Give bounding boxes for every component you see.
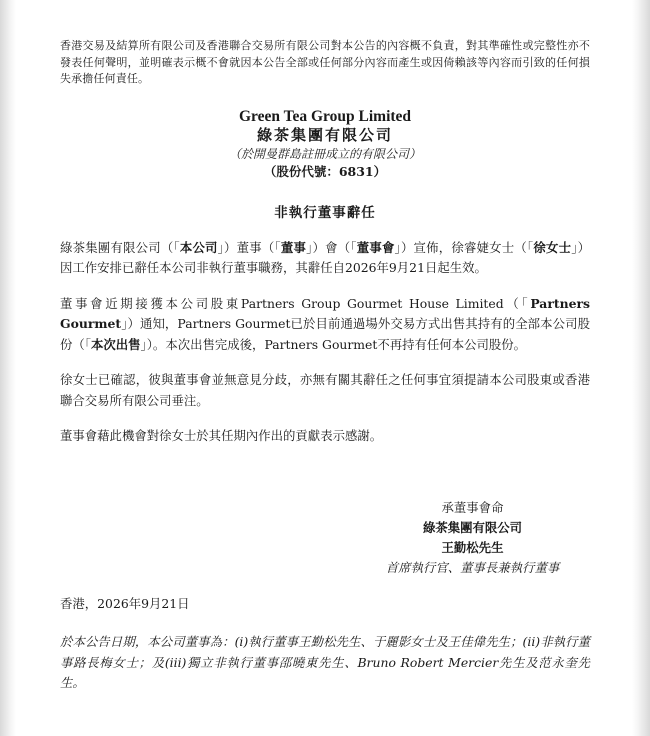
paragraph-shareholder-disposal <box>60 294 590 356</box>
p1-bold-1: 本公司 <box>179 239 218 255</box>
incorporation-note: （於開曼群島註冊成立的有限公司） <box>228 146 421 161</box>
p1-bold-3: 董事會 <box>356 239 395 255</box>
signatory-role: 首席執行官、董事長兼執行董事 <box>385 560 560 575</box>
signature-block <box>355 498 590 578</box>
p1-text-3: 」）會（「 <box>306 239 357 255</box>
p1-bold-2: 董事 <box>280 239 307 255</box>
paragraph-confirmation: 徐女士已確認，彼與董事會並無意見分歧，亦無有關其辭任之任何事宜須提請本公司股東或香港聯合交易所有限公司垂注。 <box>60 372 590 408</box>
p1-text-5: 」）因工作安排已辭任本公司非執行董事職務，其辭任自2026年9月21日起生效。 <box>60 239 590 275</box>
p2-text-3: 」）。本次出售完成後，Partners Gourmet不再持有任何本公司股份。 <box>140 336 527 352</box>
p1-text-4: 」）宣佈，徐睿婕女士（「 <box>394 239 534 255</box>
announcement-page <box>60 38 590 690</box>
company-name-chinese: 綠茶集團有限公司 <box>256 125 393 144</box>
page-edge-right <box>632 0 650 736</box>
company-name-english: Green Tea Group Limited <box>238 107 412 125</box>
company-header <box>60 107 590 181</box>
dateline: 香港，2026年9月21日 <box>60 596 190 611</box>
p1-text-1: 綠茶集團有限公司（「 <box>60 239 180 255</box>
page-edge-left <box>0 0 16 736</box>
stock-code: （股份代號：6831） <box>263 163 387 179</box>
signatory-name: 王勤松先生 <box>441 540 504 555</box>
p2-text-2: 」）通知，Partners Gourmet已於目前通過場外交易方式出售其持有的全部本公司股份（「 <box>60 316 590 352</box>
p2-text-1: 董事會近期接獲本公司股東Partners Group Gourmet House Limited（「 <box>60 295 531 311</box>
p1-text-2: 」）董事（「 <box>217 239 281 255</box>
p2-bold-2: 本次出售 <box>90 336 141 352</box>
p1-bold-4: 徐女士 <box>533 239 572 255</box>
p2-bold-1: Partners Gourmet <box>60 295 590 331</box>
signature-company: 綠茶集團有限公司 <box>422 520 523 535</box>
paragraph-resignation <box>60 238 590 279</box>
announcement-title: 非執行董事辭任 <box>274 204 376 221</box>
disclaimer-text: 香港交易及結算所有限公司及香港聯合交易所有限公司對本公告的內容概不負責，對其準確性或完整性亦不發表任何聲明，並明確表示概不會就因本公告全部或任何部分內容而產生或因倚賴該等內容而引致的任何損失承擔任何責任。 <box>60 39 590 85</box>
by-order-of-board: 承董事會命 <box>441 500 504 515</box>
paragraph-thanks: 董事會藉此機會對徐女士於其任期內作出的貢獻表示感謝。 <box>60 428 383 443</box>
board-composition-note: 於本公告日期，本公司董事為：(i)執行董事王勤松先生、于麗影女士及王佳偉先生；(ii)非執行董事路長梅女士；及(iii)獨立非執行董事邵曉東先生、Bruno Robert Mercier先生及范永奎先生。 <box>60 634 590 690</box>
